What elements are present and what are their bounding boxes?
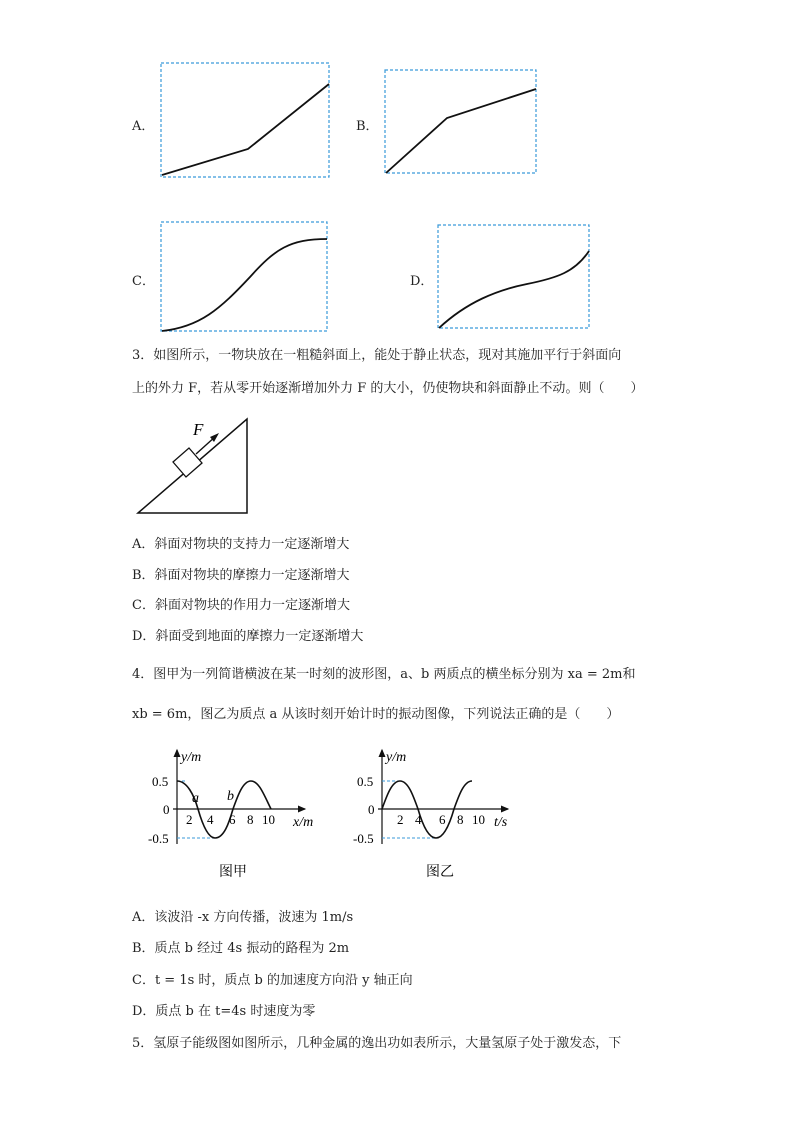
wave-ytick-zero: 0 — [163, 802, 170, 817]
q3-option-b: B．斜面对物块的摩擦力一定逐渐增大 — [132, 568, 350, 583]
vib-xlabel: t/s — [494, 815, 508, 830]
option-d-label: D． — [410, 274, 434, 289]
q3-option-c: C．斜面对物块的作用力一定逐渐增大 — [132, 598, 350, 613]
vib-ylabel: y/m — [386, 750, 407, 765]
option-c-curve — [162, 239, 327, 331]
option-b-graph — [384, 69, 539, 176]
option-c-frame — [161, 222, 327, 331]
option-b-label: B． — [356, 119, 379, 134]
q4-stem-line2: xb = 6m，图乙为质点 a 从该时刻开始计时的振动图像，下列说法正确的是（ ） — [132, 707, 620, 722]
q3-stem-line2: 上的外力 F，若从零开始逐渐增加外力 F 的大小，仍使物块和斜面静止不动。则（ ） — [132, 381, 644, 396]
option-d-frame — [438, 225, 589, 328]
force-label: F — [193, 420, 204, 439]
wave-ytick-neg: -0.5 — [148, 831, 169, 846]
option-c-graph — [160, 221, 330, 334]
point-a-label: a — [192, 791, 199, 806]
option-c-label: C． — [132, 274, 155, 289]
wave-xtick-4: 4 — [207, 812, 214, 827]
vib-xtick-4: 4 — [415, 812, 422, 827]
vib-ytick-zero: 0 — [368, 802, 375, 817]
option-a-graph — [160, 62, 332, 180]
q4-option-c: C．t = 1s 时，质点 b 的加速度方向沿 y 轴正向 — [132, 973, 413, 988]
wave-ylabel: y/m — [181, 750, 202, 765]
wave-ytick-pos: 0.5 — [152, 774, 169, 789]
option-d-graph — [437, 224, 592, 331]
incline-diagram — [135, 413, 255, 518]
point-b-label: b — [227, 789, 234, 804]
wave-xlabel: x/m — [293, 815, 314, 830]
q4-option-b: B．质点 b 经过 4s 振动的路程为 2m — [132, 941, 350, 956]
wave-xtick-10: 10 — [262, 812, 275, 827]
q3-option-a: A．斜面对物块的支持力一定逐渐增大 — [132, 537, 350, 552]
q4-option-d: D．质点 b 在 t=4s 时速度为零 — [132, 1004, 316, 1019]
wave-xtick-8: 8 — [247, 812, 254, 827]
wave-xtick-6: 6 — [229, 812, 236, 827]
q5-stem-line1: 5．氢原子能级图如图所示，几种金属的逸出功如表所示，大量氢原子处于激发态，下 — [132, 1036, 622, 1051]
option-d-curve — [439, 251, 589, 328]
option-a-frame — [161, 63, 329, 177]
wave-graph — [135, 742, 335, 887]
wave-caption: 图甲 — [219, 865, 247, 880]
vib-ytick-neg: -0.5 — [353, 831, 374, 846]
q3-stem-line1: 3．如图所示，一物块放在一粗糙斜面上，能处于静止状态，现对其施加平行于斜面向 — [132, 348, 622, 363]
vib-xtick-10: 10 — [472, 812, 485, 827]
q4-option-a: A．该波沿 -x 方向传播，波速为 1m/s — [132, 910, 354, 925]
vib-xtick-2: 2 — [397, 812, 404, 827]
vib-xtick-8: 8 — [457, 812, 464, 827]
option-b-curve — [386, 89, 536, 173]
option-a-curve — [162, 84, 329, 175]
vib-caption: 图乙 — [426, 865, 454, 880]
vibration-graph — [340, 742, 540, 887]
wave-xtick-2: 2 — [186, 812, 193, 827]
vib-xtick-6: 6 — [439, 812, 446, 827]
option-b-frame — [385, 70, 536, 173]
vib-ytick-pos: 0.5 — [357, 774, 374, 789]
q3-option-d: D．斜面受到地面的摩擦力一定逐渐增大 — [132, 629, 364, 644]
q4-stem-line1: 4．图甲为一列简谐横波在某一时刻的波形图，a、b 两质点的横坐标分别为 xa = 2m和 — [132, 667, 636, 682]
option-a-label: A． — [132, 119, 155, 134]
